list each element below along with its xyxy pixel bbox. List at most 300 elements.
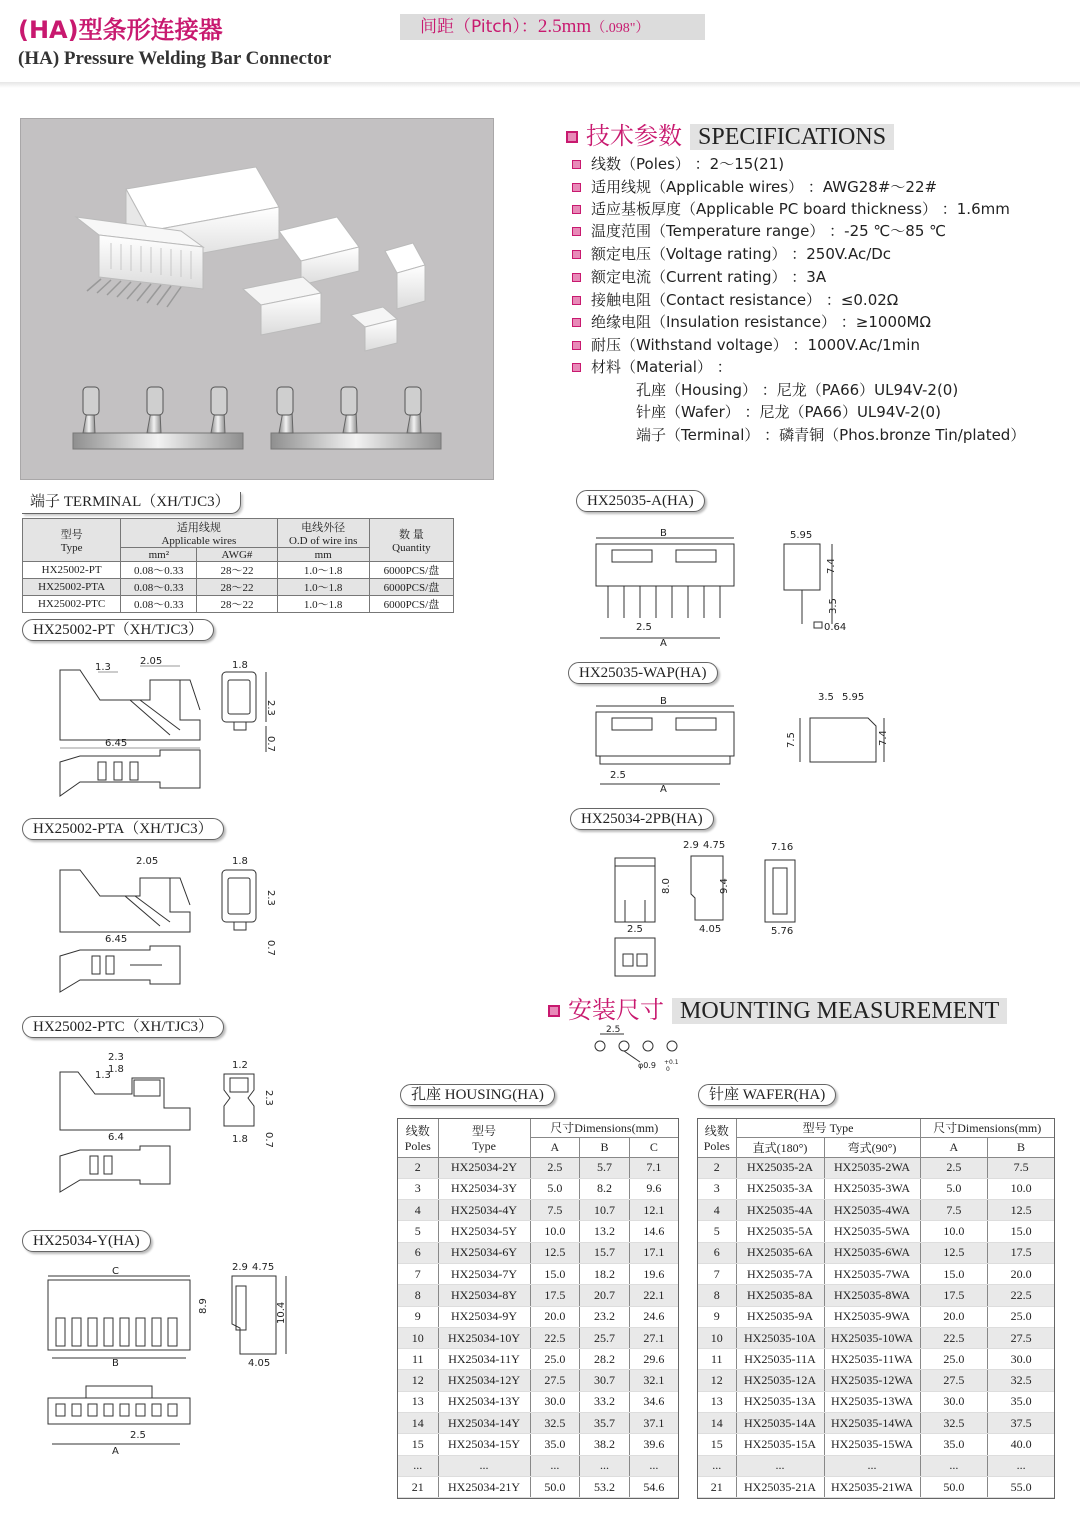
svg-text:2.05: 2.05 xyxy=(136,856,159,867)
svg-text:0.64: 0.64 xyxy=(824,622,847,633)
table-cell: 14 xyxy=(698,1413,736,1434)
table-cell: 39.6 xyxy=(629,1434,678,1455)
svg-text:B: B xyxy=(660,528,667,539)
table-cell: 55.0 xyxy=(988,1476,1054,1497)
svg-text:A: A xyxy=(660,784,667,795)
bullet-icon xyxy=(572,296,581,305)
pitch-banner xyxy=(400,14,705,40)
table-cell: 9 xyxy=(698,1306,736,1327)
table-row xyxy=(398,1178,678,1199)
th-c: C xyxy=(629,1137,678,1157)
table-cell: 4 xyxy=(398,1200,438,1221)
th-type: 型号 Type xyxy=(23,519,121,562)
svg-text:4.05: 4.05 xyxy=(248,1358,271,1369)
table-cell: HX25034-15Y xyxy=(438,1434,530,1455)
table-cell: HX25035-2WA xyxy=(824,1157,920,1178)
th-b: B xyxy=(580,1137,630,1157)
table-cell: 13 xyxy=(698,1391,736,1412)
table-cell: 32.5 xyxy=(920,1413,988,1434)
table-row xyxy=(398,1327,678,1348)
table-cell: ... xyxy=(988,1455,1054,1476)
table-cell: 25.0 xyxy=(988,1306,1054,1327)
table-cell: 15.0 xyxy=(920,1263,988,1284)
table-cell: 8 xyxy=(698,1285,736,1306)
table-cell: 6 xyxy=(698,1242,736,1263)
page-title-en: (HA) Pressure Welding Bar Connector xyxy=(18,48,332,69)
table-row xyxy=(698,1434,1054,1455)
svg-text:10.4: 10.4 xyxy=(276,1301,287,1324)
th-dimensions: 尺寸Dimensions(mm) xyxy=(920,1119,1054,1137)
label-wafer: 针座 WAFER(HA) xyxy=(698,1084,836,1106)
table-cell: ... xyxy=(398,1455,438,1476)
th-type: 型号 Type xyxy=(438,1119,530,1157)
table-row xyxy=(398,1391,678,1412)
drawing-hx25034-y-side xyxy=(198,1258,300,1378)
table-cell: 3 xyxy=(698,1178,736,1199)
table-cell: ... xyxy=(736,1455,824,1476)
label-hx25035-a: HX25035-A(HA) xyxy=(576,490,705,512)
table-cell: 32.5 xyxy=(530,1413,580,1434)
spec-item-6: 接触电阻（Contact resistance） ：≤0.02Ω xyxy=(572,289,898,310)
svg-text:+0.1: +0.1 xyxy=(664,1059,679,1066)
table-cell: HX25035-13A xyxy=(736,1391,824,1412)
terminal-label: 端子 TERMINAL（XH/TJC3） xyxy=(22,492,241,514)
table-row xyxy=(698,1370,1054,1391)
table-cell: 54.6 xyxy=(629,1476,678,1497)
svg-text:0.7: 0.7 xyxy=(265,940,276,956)
table-cell: 9.6 xyxy=(629,1178,678,1199)
table-row xyxy=(398,1349,678,1370)
svg-text:2.3: 2.3 xyxy=(108,1052,124,1063)
page-title-cn: (HA)型条形连接器 xyxy=(18,16,223,44)
table-cell: HX25035-21WA xyxy=(824,1476,920,1497)
svg-text:2.9: 2.9 xyxy=(683,840,699,851)
table-cell: HX25035-15A xyxy=(736,1434,824,1455)
th-a: A xyxy=(530,1137,580,1157)
table-cell: HX25035-11A xyxy=(736,1349,824,1370)
material-housing: 孔座（Housing） ：尼龙（PA66）UL94V-2(0) xyxy=(636,381,959,399)
svg-text:4.05: 4.05 xyxy=(699,924,722,935)
table-cell: HX25035-3WA xyxy=(824,1178,920,1199)
svg-text:1.3: 1.3 xyxy=(95,1070,111,1081)
table-cell: 2.5 xyxy=(530,1157,580,1178)
table-cell: 14.6 xyxy=(629,1221,678,1242)
svg-text:2.9: 2.9 xyxy=(232,1262,248,1273)
table-cell: 30.0 xyxy=(920,1391,988,1412)
table-cell: 12.5 xyxy=(988,1200,1054,1221)
label-hx25034-2pb: HX25034-2PB(HA) xyxy=(570,808,714,830)
bullet-icon xyxy=(572,341,581,350)
table-cell: HX25034-2Y xyxy=(438,1157,530,1178)
table-row xyxy=(398,1413,678,1434)
table-cell: HX25035-7A xyxy=(736,1263,824,1284)
table-cell: 11 xyxy=(398,1349,438,1370)
table-cell: HX25035-8WA xyxy=(824,1285,920,1306)
bullet-icon xyxy=(572,273,581,282)
svg-text:φ0.9: φ0.9 xyxy=(638,1061,656,1070)
table-row xyxy=(698,1306,1054,1327)
table-cell: HX25035-14A xyxy=(736,1413,824,1434)
table-row xyxy=(698,1391,1054,1412)
table-cell: 38.2 xyxy=(580,1434,630,1455)
table-cell: 8 xyxy=(398,1285,438,1306)
table-cell: 25.7 xyxy=(580,1327,630,1348)
table-cell: 34.6 xyxy=(629,1391,678,1412)
table-cell: 17.5 xyxy=(530,1285,580,1306)
table-cell: 12 xyxy=(698,1370,736,1391)
svg-text:1.8: 1.8 xyxy=(108,1064,124,1075)
table-cell: HX25034-21Y xyxy=(438,1476,530,1497)
pink-square-bullet-icon xyxy=(566,131,578,143)
table-cell: 27.1 xyxy=(629,1327,678,1348)
table-cell: 29.6 xyxy=(629,1349,678,1370)
table-row xyxy=(698,1455,1054,1476)
table-cell: ... xyxy=(920,1455,988,1476)
header-rule xyxy=(0,82,1080,88)
table-cell: 12 xyxy=(398,1370,438,1391)
table-cell: 5.7 xyxy=(580,1157,630,1178)
table-cell: 9 xyxy=(398,1306,438,1327)
table-cell: HX25034-13Y xyxy=(438,1391,530,1412)
table-cell: HX25034-9Y xyxy=(438,1306,530,1327)
svg-text:A: A xyxy=(660,638,667,649)
table-row xyxy=(698,1242,1054,1263)
svg-text:7.5: 7.5 xyxy=(786,732,797,748)
table-cell: 5 xyxy=(698,1221,736,1242)
table-cell: 2 xyxy=(698,1157,736,1178)
table-cell: 10 xyxy=(398,1327,438,1348)
table-cell: 5.0 xyxy=(920,1178,988,1199)
pitch-inch: （.098"） xyxy=(591,21,650,36)
table-cell: 7.5 xyxy=(530,1200,580,1221)
table-cell: 25.0 xyxy=(920,1349,988,1370)
table-cell: 27.5 xyxy=(920,1370,988,1391)
bullet-icon xyxy=(572,363,581,372)
table-row xyxy=(398,1242,678,1263)
label-hx25002-pta: HX25002-PTA（XH/TJC3） xyxy=(22,818,224,840)
table-cell: 28.2 xyxy=(580,1349,630,1370)
table-cell: HX25035-14WA xyxy=(824,1413,920,1434)
bullet-icon xyxy=(572,183,581,192)
th-poles: 线数 Poles xyxy=(698,1119,736,1157)
table-cell: 17.5 xyxy=(920,1285,988,1306)
bullet-icon xyxy=(572,318,581,327)
table-row xyxy=(698,1157,1054,1178)
pink-square-bullet-icon xyxy=(548,1005,560,1017)
table-cell: 20.0 xyxy=(988,1263,1054,1284)
svg-text:1.8: 1.8 xyxy=(232,856,248,867)
table-cell: 35.0 xyxy=(920,1434,988,1455)
table-cell: 12.5 xyxy=(530,1242,580,1263)
table-cell: HX25035-15WA xyxy=(824,1434,920,1455)
svg-text:2.5: 2.5 xyxy=(130,1430,146,1441)
table-row xyxy=(698,1263,1054,1284)
table-cell: HX25035-12WA xyxy=(824,1370,920,1391)
label-hx25035-wap: HX25035-WAP(HA) xyxy=(568,662,718,684)
svg-text:2.5: 2.5 xyxy=(606,1025,621,1035)
table-cell: 10.0 xyxy=(920,1221,988,1242)
table-row xyxy=(398,1306,678,1327)
table-cell: 22.5 xyxy=(530,1327,580,1348)
spec-item-3: 温度范围（Temperature range） ：-25 ℃～85 ℃ xyxy=(572,220,946,241)
table-row xyxy=(698,1349,1054,1370)
svg-text:1.2: 1.2 xyxy=(232,1060,248,1071)
svg-text:0: 0 xyxy=(666,1066,670,1073)
svg-text:B: B xyxy=(112,1358,119,1369)
table-cell: HX25035-9A xyxy=(736,1306,824,1327)
svg-text:7.16: 7.16 xyxy=(771,842,794,853)
table-cell: 27.5 xyxy=(530,1370,580,1391)
table-cell: HX25035-11WA xyxy=(824,1349,920,1370)
th-od: 电线外径 O.D of wire ins xyxy=(277,519,369,548)
spec-item-4: 额定电压（Voltage rating） ：250V.Ac/Dc xyxy=(572,243,891,264)
svg-text:9.4: 9.4 xyxy=(719,878,730,894)
table-cell: 23.2 xyxy=(580,1306,630,1327)
table-cell: HX25035-10A xyxy=(736,1327,824,1348)
table-cell: 35.7 xyxy=(580,1413,630,1434)
th-dimensions: 尺寸Dimensions(mm) xyxy=(530,1119,678,1137)
svg-text:0.7: 0.7 xyxy=(265,736,276,752)
table-cell: 8.2 xyxy=(580,1178,630,1199)
spec-item-9: 材料（Material） ： xyxy=(572,356,732,377)
table-row xyxy=(398,1476,678,1497)
table-cell: 25.0 xyxy=(530,1349,580,1370)
table-row: HX25002-PTA 0.08～0.33 28～22 1.0～1.8 6000PCS/盘 xyxy=(23,579,454,596)
table-cell: 35.0 xyxy=(530,1434,580,1455)
svg-text:5.95: 5.95 xyxy=(842,692,865,703)
table-cell: 7 xyxy=(398,1263,438,1284)
table-cell: HX25035-5WA xyxy=(824,1221,920,1242)
table-cell: ... xyxy=(530,1455,580,1476)
table-cell: 40.0 xyxy=(988,1434,1054,1455)
table-cell: HX25035-12A xyxy=(736,1370,824,1391)
table-cell: 53.2 xyxy=(580,1476,630,1497)
drawing-hx25035-a-side xyxy=(774,526,864,636)
table-row xyxy=(398,1200,678,1221)
svg-text:1.8: 1.8 xyxy=(232,1134,248,1145)
table-cell: HX25034-12Y xyxy=(438,1370,530,1391)
table-cell: HX25035-6A xyxy=(736,1242,824,1263)
table-cell: HX25034-4Y xyxy=(438,1200,530,1221)
table-cell: 33.2 xyxy=(580,1391,630,1412)
table-cell: HX25035-4A xyxy=(736,1200,824,1221)
table-row: HX25002-PTC 0.08～0.33 28～22 1.0～1.8 6000PCS/盘 xyxy=(23,596,454,613)
table-row xyxy=(398,1434,678,1455)
th-type: 型号 Type xyxy=(736,1119,920,1137)
table-cell: 4 xyxy=(698,1200,736,1221)
table-cell: 17.1 xyxy=(629,1242,678,1263)
svg-text:1.8: 1.8 xyxy=(232,660,248,671)
table-cell: HX25035-5A xyxy=(736,1221,824,1242)
svg-text:4.75: 4.75 xyxy=(252,1262,275,1273)
drawing-hx25035-a xyxy=(590,526,740,649)
bullet-icon xyxy=(572,160,581,169)
drawing-hx25034-2pb xyxy=(605,838,805,988)
svg-text:2.05: 2.05 xyxy=(140,656,163,667)
table-cell: 17.5 xyxy=(988,1242,1054,1263)
table-cell: HX25035-10WA xyxy=(824,1327,920,1348)
table-cell: ... xyxy=(580,1455,630,1476)
specs-heading: 技术参数 SPECIFICATIONS xyxy=(566,116,894,151)
table-cell: HX25035-6WA xyxy=(824,1242,920,1263)
table-cell: HX25035-3A xyxy=(736,1178,824,1199)
wafer-table xyxy=(697,1118,1055,1499)
table-cell: 5.0 xyxy=(530,1178,580,1199)
table-cell: 10.0 xyxy=(988,1178,1054,1199)
table-cell: 50.0 xyxy=(920,1476,988,1497)
pitch-label: 间距（Pitch）： xyxy=(420,17,538,37)
table-cell: ... xyxy=(824,1455,920,1476)
table-cell: HX25034-5Y xyxy=(438,1221,530,1242)
svg-text:5.95: 5.95 xyxy=(790,530,813,541)
product-photo xyxy=(20,118,494,480)
svg-text:7.4: 7.4 xyxy=(826,558,837,574)
table-row xyxy=(698,1476,1054,1497)
table-cell: ... xyxy=(629,1455,678,1476)
table-cell: 14 xyxy=(398,1413,438,1434)
material-terminal: 端子（Terminal） ：磷青铜（Phos.bronze Tin/plated） xyxy=(636,426,1026,444)
table-cell: HX25035-2A xyxy=(736,1157,824,1178)
table-cell: 3 xyxy=(398,1178,438,1199)
table-cell: 37.1 xyxy=(629,1413,678,1434)
table-cell: 6 xyxy=(398,1242,438,1263)
spec-item-2: 适应基板厚度（Applicable PC board thickness） ：1.6mm xyxy=(572,198,1010,219)
table-cell: 13 xyxy=(398,1391,438,1412)
table-cell: HX25034-11Y xyxy=(438,1349,530,1370)
table-cell: 32.5 xyxy=(988,1370,1054,1391)
table-row xyxy=(698,1285,1054,1306)
table-cell: 21 xyxy=(398,1476,438,1497)
table-cell: HX25034-3Y xyxy=(438,1178,530,1199)
table-cell: 15.0 xyxy=(530,1263,580,1284)
svg-text:8.0: 8.0 xyxy=(661,878,672,894)
table-cell: 30.7 xyxy=(580,1370,630,1391)
table-cell: 15 xyxy=(398,1434,438,1455)
table-cell: 22.5 xyxy=(988,1285,1054,1306)
table-cell: HX25034-14Y xyxy=(438,1413,530,1434)
table-cell: 13.2 xyxy=(580,1221,630,1242)
table-row xyxy=(698,1200,1054,1221)
th-poles: 线数 Poles xyxy=(398,1119,438,1157)
table-cell: 20.7 xyxy=(580,1285,630,1306)
table-cell: 7.5 xyxy=(920,1200,988,1221)
svg-text:4.75: 4.75 xyxy=(703,840,726,851)
label-hx25002-ptc: HX25002-PTC（XH/TJC3） xyxy=(22,1016,224,1038)
svg-text:B: B xyxy=(660,696,667,707)
table-cell: 22.1 xyxy=(629,1285,678,1306)
table-cell: 15 xyxy=(698,1434,736,1455)
table-cell: 5 xyxy=(398,1221,438,1242)
table-cell: 32.1 xyxy=(629,1370,678,1391)
pitch-value: 2.5mm xyxy=(537,16,592,37)
table-cell: HX25035-8A xyxy=(736,1285,824,1306)
svg-text:6.45: 6.45 xyxy=(105,934,128,945)
table-cell: 24.6 xyxy=(629,1306,678,1327)
table-row: HX25002-PT 0.08～0.33 28～22 1.0～1.8 6000PCS/盘 xyxy=(23,562,454,579)
svg-text:8.9: 8.9 xyxy=(198,1298,209,1314)
drawing-hx25035-wap-side xyxy=(786,688,900,778)
svg-text:3.5: 3.5 xyxy=(828,598,839,614)
table-cell: HX25034-6Y xyxy=(438,1242,530,1263)
table-cell: 12.5 xyxy=(920,1242,988,1263)
svg-text:C: C xyxy=(112,1266,119,1277)
table-row xyxy=(398,1263,678,1284)
housing-table xyxy=(397,1118,679,1499)
table-cell: HX25035-4WA xyxy=(824,1200,920,1221)
table-row xyxy=(698,1221,1054,1242)
table-cell: ... xyxy=(698,1455,736,1476)
th-a: A xyxy=(920,1137,988,1157)
bullet-icon xyxy=(572,250,581,259)
table-row xyxy=(698,1413,1054,1434)
svg-text:5.76: 5.76 xyxy=(771,926,794,937)
table-cell: HX25035-13WA xyxy=(824,1391,920,1412)
drawing-hx25035-wap xyxy=(590,696,740,796)
spec-item-0: 线数（Poles） ：2～15(21) xyxy=(572,153,784,174)
drawing-hx25002-pta-end xyxy=(210,852,290,962)
mounting-heading: 安装尺寸 MOUNTING MEASUREMENT xyxy=(548,990,1007,1025)
spec-item-7: 绝缘电阻（Insulation resistance） ：≥1000MΩ xyxy=(572,311,931,332)
drawing-hx25002-pt-end xyxy=(210,656,290,756)
table-cell: 27.5 xyxy=(988,1327,1054,1348)
svg-text:A: A xyxy=(112,1446,119,1457)
label-hx25002-pt: HX25002-PT（XH/TJC3） xyxy=(22,619,214,641)
drawing-hx25002-ptc-end xyxy=(210,1054,290,1164)
svg-text:2.3: 2.3 xyxy=(263,1090,274,1106)
svg-text:2.5: 2.5 xyxy=(627,924,643,935)
table-cell: HX25034-10Y xyxy=(438,1327,530,1348)
table-cell: 15.7 xyxy=(580,1242,630,1263)
table-cell: HX25034-7Y xyxy=(438,1263,530,1284)
table-cell: 11 xyxy=(698,1349,736,1370)
table-cell: 7.1 xyxy=(629,1157,678,1178)
svg-text:6.45: 6.45 xyxy=(105,738,128,749)
table-cell: 7.5 xyxy=(988,1157,1054,1178)
th-bent: 弯式(90°) xyxy=(824,1137,920,1157)
svg-text:0.7: 0.7 xyxy=(263,1132,274,1148)
table-row xyxy=(698,1178,1054,1199)
svg-text:3.5: 3.5 xyxy=(818,692,834,703)
table-cell: ... xyxy=(438,1455,530,1476)
table-cell: 20.0 xyxy=(530,1306,580,1327)
table-cell: HX25035-7WA xyxy=(824,1263,920,1284)
svg-text:7.4: 7.4 xyxy=(878,730,889,746)
table-cell: 2 xyxy=(398,1157,438,1178)
label-housing: 孔座 HOUSING(HA) xyxy=(400,1084,555,1106)
table-cell: 10.0 xyxy=(530,1221,580,1242)
table-cell: 35.0 xyxy=(988,1391,1054,1412)
bullet-icon xyxy=(572,205,581,214)
th-wires: 适用线规 Applicable wires xyxy=(121,519,277,548)
svg-text:2.5: 2.5 xyxy=(636,622,652,633)
table-cell: HX25035-9WA xyxy=(824,1306,920,1327)
th-qty: 数 量 Quantity xyxy=(369,519,453,562)
th-b: B xyxy=(988,1137,1054,1157)
table-row xyxy=(398,1157,678,1178)
table-cell: 19.6 xyxy=(629,1263,678,1284)
table-cell: 30.0 xyxy=(988,1349,1054,1370)
table-cell: 7 xyxy=(698,1263,736,1284)
material-wafer: 针座（Wafer） ：尼龙（PA66）UL94V-2(0) xyxy=(636,403,941,421)
label-hx25034-y: HX25034-Y(HA) xyxy=(22,1230,151,1252)
svg-text:2.3: 2.3 xyxy=(265,890,276,906)
table-cell: 10 xyxy=(698,1327,736,1348)
table-cell: 37.5 xyxy=(988,1413,1054,1434)
table-row xyxy=(398,1221,678,1242)
drawing-hx25034-y xyxy=(40,1262,200,1472)
table-cell: 30.0 xyxy=(530,1391,580,1412)
terminal-table xyxy=(22,518,454,613)
